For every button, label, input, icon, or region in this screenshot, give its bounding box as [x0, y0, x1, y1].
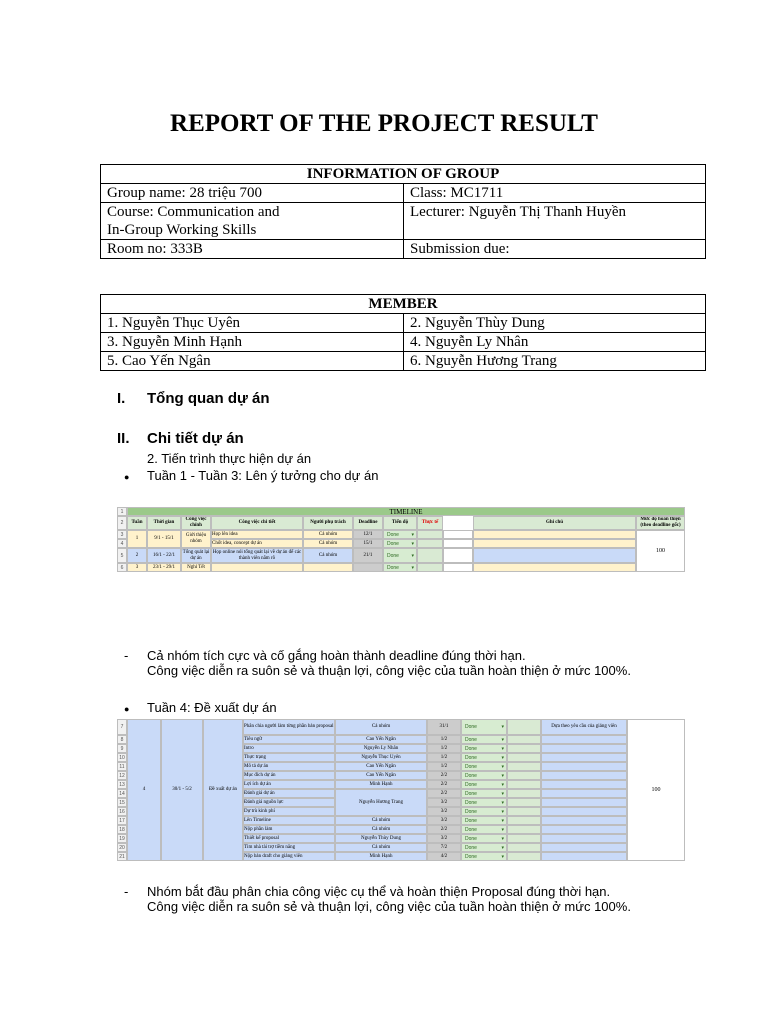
detail-task-cell: Mục đích dự án [243, 771, 335, 780]
dropdown-arrow-icon: ▾ [501, 853, 504, 860]
status-label: Done [387, 564, 399, 571]
week-cell: 3 [127, 563, 147, 572]
row-number: 13 [117, 780, 127, 789]
deadline-cell: 7/2 [427, 843, 461, 852]
dropdown-arrow-icon: ▾ [501, 790, 504, 797]
dropdown-arrow-icon: ▾ [501, 799, 504, 806]
group-info-table [100, 164, 706, 259]
detail-task-cell: Tìm nhà tài trợ tiềm năng [243, 843, 335, 852]
row-number: 1 [117, 507, 127, 516]
note-cell [541, 843, 627, 852]
row-number: 11 [117, 762, 127, 771]
status-label: Done [465, 736, 477, 743]
owner-cell: Minh Hạnh [335, 852, 427, 861]
row-number: 8 [117, 735, 127, 744]
week4-summary [124, 884, 631, 914]
timeline-sheet-2 [117, 719, 685, 862]
dropdown-arrow-icon: ▾ [501, 736, 504, 743]
owner-cell: Cả nhóm [335, 816, 427, 825]
section-2-heading [117, 430, 244, 447]
status-label: Done [465, 808, 477, 815]
actual-cell [507, 780, 541, 789]
status-label: Done [465, 844, 477, 851]
row-number: 18 [117, 825, 127, 834]
status-dropdown[interactable] [461, 719, 507, 735]
time-cell: 30/1 - 5/2 [161, 719, 203, 861]
column-header: Thời gian [147, 516, 181, 530]
note-cell [541, 735, 627, 744]
actual-cell [417, 548, 443, 563]
section-1-heading [117, 390, 270, 407]
detail-task-cell: Đánh giá nguồn lực [243, 798, 335, 807]
deadline-cell: 4/2 [427, 852, 461, 861]
owner-cell: Cao Yến Ngân [335, 735, 427, 744]
deadline-cell: 1/2 [427, 735, 461, 744]
row-number: 4 [117, 539, 127, 548]
actual-cell [417, 539, 443, 548]
time-cell: 16/1 - 22/1 [147, 548, 181, 563]
owner-cell: Cả nhóm [335, 843, 427, 852]
deadline-cell: 3/2 [427, 834, 461, 843]
actual-cell [507, 771, 541, 780]
column-header: Tuần [127, 516, 147, 530]
deadline-cell: 2/2 [427, 771, 461, 780]
row-number: 12 [117, 771, 127, 780]
status-label: Done [387, 552, 399, 559]
note-cell [541, 780, 627, 789]
status-dropdown[interactable] [461, 735, 507, 744]
row-number: 14 [117, 789, 127, 798]
status-dropdown[interactable] [461, 762, 507, 771]
dropdown-arrow-icon: ▾ [411, 564, 414, 571]
gap-cell [443, 563, 473, 572]
main-task-cell: Nghỉ Tết [181, 563, 211, 572]
dash-icon: - [124, 884, 129, 899]
status-dropdown[interactable] [383, 530, 417, 539]
dropdown-arrow-icon: ▾ [501, 754, 504, 761]
row-number: 15 [117, 798, 127, 807]
actual-cell [507, 753, 541, 762]
detail-task-cell: Phân chia người làm từng phần bản proposal [243, 719, 335, 735]
course-line-2: In-Group Working Skills [107, 222, 257, 238]
actual-cell [507, 825, 541, 834]
dropdown-arrow-icon: ▾ [501, 835, 504, 842]
dropdown-arrow-icon: ▾ [501, 808, 504, 815]
week-cell: 1 [127, 530, 147, 548]
owner-cell: Cao Yến Ngân [335, 771, 427, 780]
member-item: 1. Nguyễn Thục Uyên [101, 314, 404, 333]
summary-line-1: Cả nhóm tích cực và cố gắng hoàn thành deadline đúng thời hạn. [147, 648, 526, 663]
column-header: Tiến độ [383, 516, 417, 530]
status-label: Done [465, 763, 477, 770]
actual-cell [507, 852, 541, 861]
main-task-cell: Giới thiệu nhóm [181, 530, 211, 548]
time-cell: 9/1 - 15/1 [147, 530, 181, 548]
status-label: Done [387, 531, 399, 538]
actual-cell [507, 798, 541, 807]
deadline-cell: 2/2 [427, 789, 461, 798]
deadline-cell: 3/2 [427, 816, 461, 825]
column-header: Thực tế [417, 516, 443, 530]
deadline-cell: 31/1 [427, 719, 461, 735]
bullet-icon: ● [124, 472, 130, 482]
status-dropdown[interactable] [461, 780, 507, 789]
note-cell [541, 798, 627, 807]
row-number: 16 [117, 807, 127, 816]
status-dropdown[interactable] [461, 825, 507, 834]
row-number: 7 [117, 719, 127, 735]
deadline-cell: 3/2 [427, 807, 461, 816]
owner-cell: Cả nhóm [303, 530, 353, 539]
bullet-week4-text: Tuần 4: Đề xuất dự án [147, 700, 277, 715]
dropdown-arrow-icon: ▾ [411, 552, 414, 559]
dropdown-arrow-icon: ▾ [501, 844, 504, 851]
row-number: 21 [117, 852, 127, 861]
dropdown-arrow-icon: ▾ [501, 772, 504, 779]
detail-task-cell [211, 563, 303, 572]
dropdown-arrow-icon: ▾ [501, 763, 504, 770]
detail-task-cell: Intro [243, 744, 335, 753]
actual-cell [417, 530, 443, 539]
detail-task-cell: Họp online nói tổng quát lại về dự án để các thành viên nắm rõ [211, 548, 303, 563]
note-cell [541, 789, 627, 798]
member-item: 2. Nguyễn Thùy Dung [404, 314, 706, 333]
note-cell [473, 530, 636, 539]
row-number: 10 [117, 753, 127, 762]
status-dropdown[interactable] [461, 816, 507, 825]
note-cell [541, 852, 627, 861]
group-info-header: INFORMATION OF GROUP [101, 165, 706, 184]
detail-task-cell: Thiết kế proposal [243, 834, 335, 843]
dropdown-arrow-icon: ▾ [501, 781, 504, 788]
dropdown-arrow-icon: ▾ [501, 826, 504, 833]
summary-line-1: Nhóm bắt đầu phân chia công việc cụ thể và hoàn thiện Proposal đúng thời hạn. [147, 884, 611, 899]
owner-cell: Cả nhóm [303, 539, 353, 548]
owner-cell: Cả nhóm [335, 825, 427, 834]
deadline-cell: 12/1 [353, 530, 383, 539]
row-number: 3 [117, 530, 127, 539]
note-cell [541, 762, 627, 771]
row-number: 9 [117, 744, 127, 753]
detail-task-cell: Nộp bản draft cho giảng viên [243, 852, 335, 861]
course [101, 203, 404, 240]
detail-task-cell: Đánh giá dự án [243, 789, 335, 798]
deadline-cell: 2/2 [427, 825, 461, 834]
status-dropdown[interactable] [461, 789, 507, 798]
status-label: Done [465, 799, 477, 806]
member-item: 3. Nguyễn Minh Hạnh [101, 333, 404, 352]
gap-cell [443, 530, 473, 539]
actual-cell [507, 807, 541, 816]
note-cell [541, 744, 627, 753]
row-number: 6 [117, 563, 127, 572]
owner-cell: Cao Yến Ngân [335, 762, 427, 771]
status-label: Done [465, 772, 477, 779]
group-name: Group name: 28 triệu 700 [101, 184, 404, 203]
status-dropdown[interactable] [461, 744, 507, 753]
column-header: Công việc chi tiết [211, 516, 303, 530]
dropdown-arrow-icon: ▾ [501, 745, 504, 752]
gap-cell [443, 548, 473, 563]
actual-cell [507, 816, 541, 825]
detail-task-cell: Tiêu ngữ [243, 735, 335, 744]
column-header: Mức độ hoàn thiện (theo deadline gốc) [636, 516, 685, 530]
section-2-number: II. [117, 430, 130, 447]
detail-task-cell: Thực trạng [243, 753, 335, 762]
note-cell [541, 834, 627, 843]
detail-task-cell: Nộp phần làm [243, 825, 335, 834]
deadline-cell: 15/1 [353, 539, 383, 548]
status-dropdown[interactable] [383, 563, 417, 572]
status-label: Done [465, 826, 477, 833]
dash-icon: - [124, 648, 129, 663]
week-cell: 2 [127, 548, 147, 563]
member-header: MEMBER [101, 295, 706, 314]
status-label: Done [387, 540, 399, 547]
note-cell [473, 563, 636, 572]
room-no: Room no: 333B [101, 240, 404, 259]
section-1-title: Tổng quan dự án [147, 390, 270, 407]
actual-cell [507, 843, 541, 852]
deadline-cell: 1/2 [427, 762, 461, 771]
row-number: 17 [117, 816, 127, 825]
note-cell: Dựa theo yêu cầu của giảng viên [541, 719, 627, 735]
actual-cell [417, 563, 443, 572]
status-dropdown[interactable] [383, 539, 417, 548]
deadline-cell: 21/1 [353, 548, 383, 563]
actual-cell [507, 789, 541, 798]
owner-cell: Nguyễn Hương Trang [335, 789, 427, 816]
gap-cell [443, 539, 473, 548]
owner-cell: Cả nhóm [335, 719, 427, 735]
status-dropdown[interactable] [461, 771, 507, 780]
owner-cell: Nguyễn Ly Nhân [335, 744, 427, 753]
status-label: Done [465, 790, 477, 797]
owner-cell: Nguyễn Thùy Dung [335, 834, 427, 843]
status-dropdown[interactable] [461, 852, 507, 861]
column-header: Công việc chính [181, 516, 211, 530]
status-label: Done [465, 817, 477, 824]
bullet-icon: ● [124, 704, 130, 714]
week1-3-summary [124, 648, 631, 678]
actual-cell [507, 744, 541, 753]
actual-cell [507, 834, 541, 843]
week-cell: 4 [127, 719, 161, 861]
bullet-week1-3 [124, 468, 378, 483]
status-dropdown[interactable] [461, 753, 507, 762]
note-cell [473, 539, 636, 548]
note-cell [541, 825, 627, 834]
completion-cell: 100 [627, 719, 685, 861]
lecturer: Lecturer: Nguyễn Thị Thanh Huyền [404, 203, 706, 240]
note-cell [541, 816, 627, 825]
bullet-week4 [124, 700, 277, 715]
deadline-cell: 2/2 [427, 780, 461, 789]
page-title: REPORT OF THE PROJECT RESULT [170, 110, 598, 137]
deadline-cell: 1/2 [427, 744, 461, 753]
subsection-title: 2. Tiến trình thực hiện dự án [147, 451, 312, 466]
dropdown-arrow-icon: ▾ [501, 817, 504, 824]
member-item: 5. Cao Yến Ngân [101, 352, 404, 371]
detail-task-cell: Họp lên idea [211, 530, 303, 539]
class-name: Class: MC1711 [404, 184, 706, 203]
course-line-1: Course: Communication and [107, 204, 280, 220]
column-header: Người phụ trách [303, 516, 353, 530]
detail-task-cell: Chốt idea, concept dự án [211, 539, 303, 548]
deadline-cell [353, 563, 383, 572]
section-2-title: Chi tiết dự án [147, 430, 244, 447]
owner-cell: Minh Hạnh [335, 780, 427, 789]
section-1-number: I. [117, 390, 126, 407]
row-number: 19 [117, 834, 127, 843]
detail-task-cell: Dự trù kinh phí [243, 807, 335, 816]
row-number: 5 [117, 548, 127, 563]
status-label: Done [465, 835, 477, 842]
dropdown-arrow-icon: ▾ [411, 531, 414, 538]
status-label: Done [465, 754, 477, 761]
status-dropdown[interactable] [461, 834, 507, 843]
summary-line-2: Công việc diễn ra suôn sẻ và thuận lợi, công việc của tuần hoàn thiện ở mức 100%. [147, 663, 631, 678]
actual-cell [507, 735, 541, 744]
status-dropdown[interactable] [383, 548, 417, 563]
row-number: 20 [117, 843, 127, 852]
owner-cell: Cả nhóm [303, 548, 353, 563]
timeline-header: TIMELINE [127, 507, 685, 516]
detail-task-cell: Mô tả dự án [243, 762, 335, 771]
actual-cell [507, 719, 541, 735]
status-label: Done [465, 724, 477, 730]
summary-line-2: Công việc diễn ra suôn sẻ và thuận lợi, công việc của tuần hoàn thiện ở mức 100%. [147, 899, 631, 914]
deadline-cell: 3/2 [427, 798, 461, 807]
note-cell [541, 771, 627, 780]
bullet-week1-3-text: Tuần 1 - Tuần 3: Lên ý tưởng cho dự án [147, 468, 379, 483]
status-dropdown[interactable] [461, 798, 507, 807]
row-number: 2 [117, 516, 127, 530]
detail-task-cell: Lên Timeline [243, 816, 335, 825]
timeline-sheet-1 [117, 507, 685, 584]
member-table [100, 294, 706, 371]
member-item: 4. Nguyễn Ly Nhân [404, 333, 706, 352]
note-cell [541, 807, 627, 816]
column-header: Ghi chú [473, 516, 636, 530]
owner-cell: Nguyễn Thục Uyên [335, 753, 427, 762]
main-task-cell: Tổng quát lại dự án [181, 548, 211, 563]
main-task-cell: Đề xuất dự án [203, 719, 243, 861]
column-header: Deadline [353, 516, 383, 530]
status-label: Done [465, 745, 477, 752]
status-label: Done [465, 781, 477, 788]
dropdown-arrow-icon: ▾ [501, 724, 504, 730]
dropdown-arrow-icon: ▾ [411, 540, 414, 547]
owner-cell [303, 563, 353, 572]
detail-task-cell: Lợi ích dự án [243, 780, 335, 789]
deadline-cell: 1/2 [427, 753, 461, 762]
status-dropdown[interactable] [461, 843, 507, 852]
actual-cell [507, 762, 541, 771]
note-cell [541, 753, 627, 762]
note-cell [473, 548, 636, 563]
status-label: Done [465, 853, 477, 860]
completion-cell: 100 [636, 530, 685, 572]
time-cell: 23/1 - 29/1 [147, 563, 181, 572]
status-dropdown[interactable] [461, 807, 507, 816]
submission-due: Submission due: [404, 240, 706, 259]
member-item: 6. Nguyễn Hương Trang [404, 352, 706, 371]
